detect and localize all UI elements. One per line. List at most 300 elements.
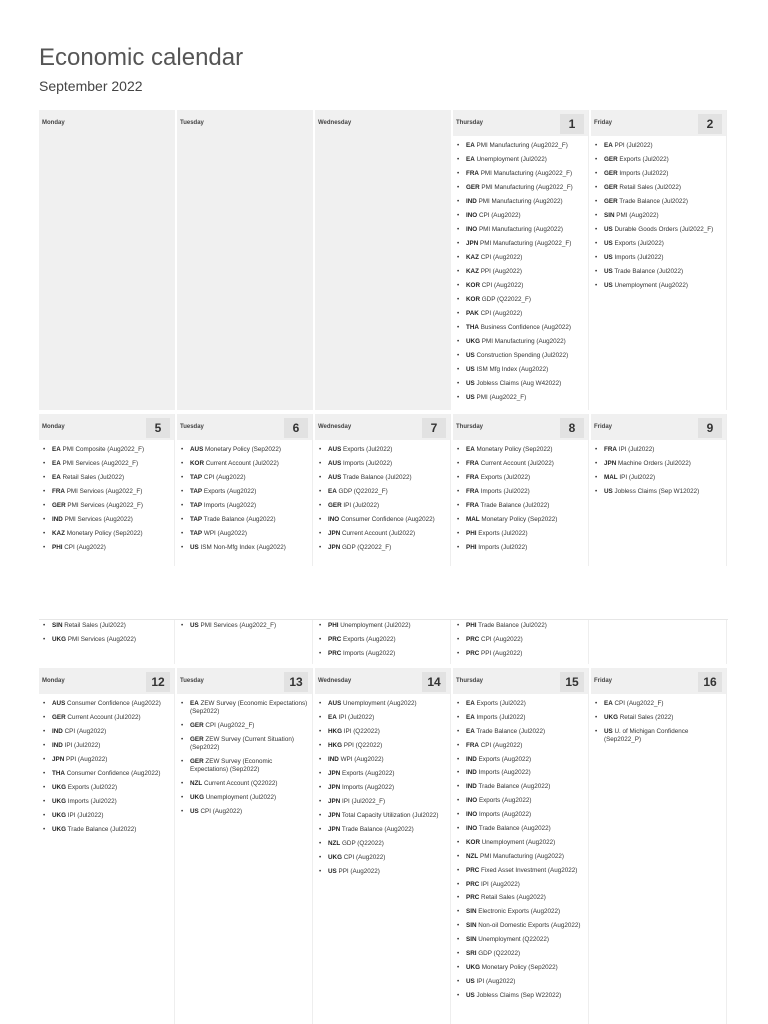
event-item <box>43 446 172 454</box>
event-label: Imports (Jul2022) <box>617 170 669 177</box>
event-item <box>457 964 586 972</box>
event-item <box>319 868 448 876</box>
event-item <box>595 728 724 744</box>
event-item <box>457 714 586 722</box>
event-label: ZEW Survey (Economic Expectations) (Sep2022) <box>190 758 273 773</box>
event-label: Imports (Jul2022) <box>66 798 117 805</box>
event-label: PMI Services (Aug2022_F) <box>64 488 143 495</box>
event-item <box>457 198 586 206</box>
event-item <box>319 728 448 736</box>
country-code: EA <box>466 713 475 721</box>
country-code: JPN <box>604 460 617 467</box>
country-code: US <box>466 366 475 373</box>
event-item <box>457 636 586 644</box>
event-label: ISM Mfg Index (Aug2022) <box>474 366 549 373</box>
event-list <box>43 700 172 840</box>
country-code: EA <box>604 142 613 149</box>
event-label: GDP (Q22022_F) <box>340 544 392 551</box>
day-cell-wednesday-14 <box>315 668 451 1024</box>
event-item <box>43 530 172 538</box>
event-label: Trade Balance (Jul2022) <box>476 622 547 629</box>
day-cell-continued <box>591 620 727 664</box>
event-label: Exports (Jul2022) <box>66 784 118 791</box>
event-item <box>457 460 586 468</box>
event-label: IPI (Jul2022) <box>341 502 380 509</box>
event-label: U. of Michigan Confidence (Sep2022_P) <box>604 728 689 743</box>
event-label: Monetary Policy (Sep2022) <box>480 963 558 971</box>
day-cell-tuesday-13 <box>177 668 313 1024</box>
country-code: GER <box>190 758 204 765</box>
country-code: TAP <box>190 502 203 509</box>
day-header <box>591 414 726 440</box>
country-code: SIN <box>466 908 477 916</box>
event-label: Total Capacity Utilization (Jul2022) <box>340 812 439 819</box>
event-item <box>319 714 448 722</box>
day-cell-monday <box>39 110 175 410</box>
country-code: US <box>466 394 475 401</box>
event-item <box>457 756 586 764</box>
day-number: 15 <box>560 672 584 692</box>
country-code: EA <box>466 446 475 453</box>
event-item <box>457 530 586 538</box>
event-item <box>457 622 586 630</box>
event-label: IPI (Jul2022) <box>66 812 104 819</box>
event-item <box>43 770 172 778</box>
country-code: KAZ <box>52 530 65 537</box>
event-label: Exports (Aug2022) <box>476 755 532 763</box>
event-label: Trade Balance (Jul2022) <box>617 198 689 205</box>
country-code: FRA <box>604 446 617 453</box>
event-item <box>457 825 586 833</box>
event-label: PMI Manufacturing (Aug2022_F) <box>479 184 573 191</box>
event-item <box>457 769 586 777</box>
event-item <box>43 742 172 750</box>
event-label: Imports (Jul2022) <box>474 713 526 721</box>
country-code: AUS <box>52 700 66 707</box>
country-code: JPN <box>328 812 341 819</box>
event-label: PMI Services (Aug2022_F) <box>65 502 143 509</box>
day-header <box>315 668 450 694</box>
country-code: US <box>328 868 337 875</box>
country-code: AUS <box>328 460 342 467</box>
country-code: US <box>466 380 475 387</box>
event-item <box>457 894 586 902</box>
country-code: JPN <box>328 826 341 833</box>
event-label: Consumer Confidence (Aug2022) <box>64 770 161 777</box>
country-code: UKG <box>604 714 618 721</box>
event-item <box>43 714 172 722</box>
event-label: Unemployment (Aug2022) <box>612 282 689 289</box>
event-item <box>43 826 172 834</box>
country-code: GER <box>328 502 342 509</box>
event-item <box>457 156 586 164</box>
day-cell-monday-5 <box>39 414 175 566</box>
day-name: Tuesday <box>180 678 204 684</box>
event-label: CPI (Aug2022) <box>62 544 106 551</box>
event-label: Jobless Claims (Sep W12022) <box>612 488 700 495</box>
event-item <box>457 324 586 332</box>
country-code: JPN <box>328 798 341 805</box>
event-label: Retail Sales (Jul2022) <box>62 622 126 629</box>
country-code: UKG <box>466 338 480 345</box>
day-cell-continued <box>177 620 313 664</box>
event-item <box>457 811 586 819</box>
country-code: US <box>604 728 613 735</box>
event-item <box>43 622 172 630</box>
country-code: JPN <box>52 756 65 763</box>
event-label: Construction Spending (Jul2022) <box>474 352 569 359</box>
event-item <box>457 170 586 178</box>
country-code: IND <box>328 756 339 763</box>
event-label: WPI (Aug2022) <box>338 756 384 763</box>
day-number: 1 <box>560 114 584 134</box>
day-name: Thursday <box>456 678 484 684</box>
event-item <box>319 460 448 468</box>
day-name: Monday <box>42 678 65 684</box>
event-item <box>181 736 310 752</box>
day-number: 8 <box>560 418 584 438</box>
day-cell-wednesday <box>315 110 451 410</box>
event-label: Unemployment (Aug2022) <box>480 838 556 846</box>
event-list <box>319 700 448 882</box>
country-code: SIN <box>52 622 63 629</box>
event-item <box>595 226 724 234</box>
page-title: Economic calendar <box>39 44 244 71</box>
event-label: Exports (Aug2022) <box>477 797 532 805</box>
day-number: 14 <box>422 672 446 692</box>
day-cell-thursday-15 <box>453 668 589 1024</box>
event-label: Imports (Aug2022) <box>476 769 531 777</box>
country-code: SIN <box>466 922 477 930</box>
country-code: AUS <box>190 446 204 453</box>
event-item <box>457 853 586 861</box>
event-item <box>181 488 310 496</box>
event-item <box>595 714 724 722</box>
event-item <box>181 544 310 552</box>
event-label: Jobless Claims (Sep W22022) <box>474 991 562 999</box>
event-item <box>595 268 724 276</box>
event-item <box>457 950 586 958</box>
event-label: Unemployment (Aug2022) <box>341 700 417 707</box>
event-item <box>181 780 310 788</box>
country-code: KOR <box>466 296 480 303</box>
country-code: FRA <box>466 460 479 467</box>
event-list <box>319 622 448 664</box>
country-code: US <box>604 282 613 289</box>
event-item <box>457 922 586 930</box>
event-label: ZEW Survey (Economic Expectations) (Sep2022) <box>190 700 308 715</box>
event-item <box>457 908 586 916</box>
country-code: MAL <box>604 474 618 481</box>
event-label: Fixed Asset Investment (Aug2022) <box>479 866 578 874</box>
day-header <box>453 668 588 694</box>
country-code: FRA <box>466 502 479 509</box>
event-label: Current Account (Jul2022) <box>65 714 141 721</box>
event-label: PPI (Aug2022) <box>336 868 380 875</box>
country-code: PRC <box>328 650 342 657</box>
event-item <box>181 474 310 482</box>
country-code: JPN <box>328 784 341 791</box>
event-item <box>457 936 586 944</box>
day-cell-thursday-8 <box>453 414 589 566</box>
event-label: CPI (Aug2022) <box>62 728 107 735</box>
day-header <box>591 110 726 136</box>
event-label: Exports (Jul2022) <box>617 156 669 163</box>
event-item <box>457 254 586 262</box>
day-cell-continued <box>39 620 175 664</box>
event-item <box>319 544 448 552</box>
event-item <box>319 650 448 658</box>
event-item <box>457 142 586 150</box>
event-label: GDP (Q22022) <box>340 840 384 847</box>
country-code: JPN <box>466 240 479 247</box>
event-item <box>595 198 724 206</box>
event-label: PMI (Aug2022_F) <box>474 394 527 401</box>
country-code: INO <box>466 811 478 819</box>
country-code: UKG <box>52 798 66 805</box>
event-item <box>319 826 448 834</box>
event-label: PMI Services (Aug2022) <box>66 636 136 643</box>
event-label: Consumer Confidence (Aug2022) <box>65 700 161 707</box>
country-code: KAZ <box>466 254 479 261</box>
country-code: GER <box>190 736 204 743</box>
event-item <box>595 488 724 496</box>
day-name: Tuesday <box>180 424 204 430</box>
event-list <box>43 622 172 650</box>
event-label: CPI (Aug2022) <box>342 854 386 861</box>
event-label: Non-oil Domestic Exports (Aug2022) <box>476 922 581 930</box>
event-list <box>595 700 724 750</box>
event-label: Unemployment (Q22022) <box>476 936 549 944</box>
event-item <box>457 797 586 805</box>
country-code: INO <box>466 212 478 219</box>
event-label: Imports (Jul2022) <box>476 544 528 551</box>
event-label: Trade Balance (Jul2022) <box>612 268 684 275</box>
event-item <box>457 352 586 360</box>
country-code: SIN <box>604 212 615 219</box>
event-label: Imports (Aug2022) <box>341 650 396 657</box>
event-item <box>457 992 586 1000</box>
event-label: Retail Sales (Jul2022) <box>60 474 125 481</box>
country-code: SIN <box>466 936 477 944</box>
event-label: Trade Balance (Jul2022) <box>341 474 412 481</box>
country-code: GER <box>466 184 480 191</box>
event-item <box>319 840 448 848</box>
event-item <box>595 156 724 164</box>
event-label: Trade Balance (Aug2022) <box>202 516 276 523</box>
event-label: Current Account (Jul2022) <box>340 530 416 537</box>
event-item <box>43 798 172 806</box>
event-item <box>457 728 586 736</box>
event-item <box>181 502 310 510</box>
country-code: AUS <box>328 446 342 453</box>
day-cell-tuesday-6 <box>177 414 313 566</box>
event-item <box>457 978 586 986</box>
event-item <box>457 474 586 482</box>
event-item <box>319 474 448 482</box>
day-number: 6 <box>284 418 308 438</box>
country-code: TAP <box>190 530 203 537</box>
event-label: Monetary Policy (Sep2022) <box>203 446 281 453</box>
country-code: INO <box>466 797 478 805</box>
event-label: PPI (Aug2022) <box>64 756 108 763</box>
event-item <box>181 622 310 630</box>
event-item <box>457 338 586 346</box>
event-item <box>319 784 448 792</box>
event-item <box>43 728 172 736</box>
event-label: Unemployment (Jul2022) <box>338 622 411 629</box>
event-item <box>457 380 586 388</box>
country-code: EA <box>190 700 199 707</box>
event-item <box>457 240 586 248</box>
country-code: PHI <box>466 530 477 537</box>
event-item <box>43 544 172 552</box>
event-label: Current Account (Q22022) <box>202 780 278 787</box>
event-item <box>595 460 724 468</box>
country-code: INO <box>466 226 478 233</box>
event-label: PMI Manufacturing (Aug2022) <box>476 198 563 205</box>
day-header <box>177 110 313 136</box>
event-label: Monetary Policy (Sep2022) <box>479 516 558 523</box>
country-code: US <box>604 268 613 275</box>
event-label: PMI Composite (Aug2022_F) <box>60 446 145 453</box>
country-code: PRC <box>466 880 480 888</box>
event-item <box>43 784 172 792</box>
event-label: Consumer Confidence (Aug2022) <box>339 516 435 523</box>
country-code: EA <box>466 156 475 163</box>
event-label: Business Confidence (Aug2022) <box>478 324 572 331</box>
event-item <box>319 488 448 496</box>
event-item <box>595 184 724 192</box>
country-code: UKG <box>190 794 204 801</box>
event-label: Unemployment (Jul2022) <box>474 156 547 163</box>
event-item <box>319 854 448 862</box>
event-item <box>595 240 724 248</box>
event-label: Exports (Jul2022) <box>478 474 531 481</box>
event-label: Trade Balance (Aug2022) <box>340 826 414 833</box>
event-label: GDP (Q22022_F) <box>336 488 388 495</box>
country-code: GER <box>604 184 618 191</box>
event-label: IPI (Aug2022) <box>474 977 516 985</box>
day-name: Wednesday <box>318 424 352 430</box>
event-item <box>319 516 448 524</box>
event-list <box>457 142 586 408</box>
event-item <box>181 446 310 454</box>
day-number: 5 <box>146 418 170 438</box>
event-label: Exports (Aug2022) <box>340 770 395 777</box>
event-item <box>181 460 310 468</box>
event-item <box>457 394 586 402</box>
event-item <box>319 770 448 778</box>
country-code: US <box>466 977 475 985</box>
country-code: EA <box>328 488 337 495</box>
event-label: Current Account (Jul2022) <box>204 460 279 467</box>
country-code: EA <box>52 474 61 481</box>
event-item <box>43 516 172 524</box>
event-label: Exports (Aug2022) <box>341 636 396 643</box>
event-label: Imports (Aug2022) <box>202 502 257 509</box>
event-list <box>595 446 724 502</box>
country-code: EA <box>466 727 475 735</box>
day-name: Wednesday <box>318 678 352 684</box>
event-item <box>43 502 172 510</box>
page-subtitle: September 2022 <box>39 78 143 94</box>
country-code: EA <box>52 460 61 467</box>
day-cell-friday-2 <box>591 110 727 410</box>
day-header <box>453 414 588 440</box>
event-label: Retail Sales (2022) <box>618 714 674 721</box>
event-item <box>43 756 172 764</box>
event-item <box>319 636 448 644</box>
event-label: PPI (Q22022) <box>342 742 383 749</box>
event-label: IPI (Jul2022) <box>616 446 655 453</box>
event-label: PMI Manufacturing (Aug2022) <box>477 226 563 233</box>
country-code: GER <box>604 170 618 177</box>
event-item <box>319 798 448 806</box>
day-header <box>39 110 175 136</box>
event-item <box>181 722 310 730</box>
event-label: PPI (Jul2022) <box>612 142 653 149</box>
country-code: GER <box>52 502 66 509</box>
event-label: Jobless Claims (Aug W42022) <box>474 380 562 387</box>
country-code: JPN <box>328 544 341 551</box>
page-break-line <box>39 619 728 620</box>
event-item <box>181 808 310 816</box>
day-header <box>177 414 312 440</box>
event-item <box>457 650 586 658</box>
country-code: PHI <box>466 622 477 629</box>
country-code: AUS <box>328 700 342 707</box>
event-item <box>595 282 724 290</box>
event-item <box>595 474 724 482</box>
event-label: Retail Sales (Aug2022) <box>479 894 546 902</box>
event-label: Trade Balance (Jul2022) <box>478 502 550 509</box>
country-code: INO <box>466 825 478 833</box>
event-item <box>181 794 310 802</box>
country-code: IND <box>52 742 63 749</box>
event-label: Machine Orders (Jul2022) <box>616 460 691 467</box>
event-item <box>457 742 586 750</box>
day-name: Tuesday <box>180 120 204 126</box>
event-item <box>595 142 724 150</box>
event-label: GDP (Q22022) <box>476 950 521 958</box>
country-code: UKG <box>52 784 66 791</box>
event-item <box>457 446 586 454</box>
event-label: Monetary Policy (Sep2022) <box>474 446 553 453</box>
country-code: GER <box>190 722 204 729</box>
event-label: PMI Services (Aug2022) <box>62 516 133 523</box>
event-label: CPI (Aug2022) <box>478 741 523 749</box>
country-code: TAP <box>190 474 203 481</box>
event-label: CPI (Aug2022_F) <box>203 722 255 729</box>
country-code: UKG <box>52 826 66 833</box>
country-code: JPN <box>328 530 341 537</box>
country-code: UKG <box>52 636 66 643</box>
event-item <box>181 758 310 774</box>
event-item <box>457 502 586 510</box>
event-list <box>595 142 724 296</box>
event-label: Exports (Aug2022) <box>202 488 257 495</box>
day-cell-thursday-1 <box>453 110 589 410</box>
country-code: US <box>604 254 613 261</box>
event-label: PPI (Aug2022) <box>479 650 523 657</box>
event-label: Current Account (Jul2022) <box>478 460 554 467</box>
event-label: PMI Manufacturing (Aug2022) <box>480 338 566 345</box>
event-item <box>319 812 448 820</box>
country-code: FRA <box>466 170 479 177</box>
day-name: Wednesday <box>318 120 352 126</box>
country-code: UKG <box>466 963 480 971</box>
